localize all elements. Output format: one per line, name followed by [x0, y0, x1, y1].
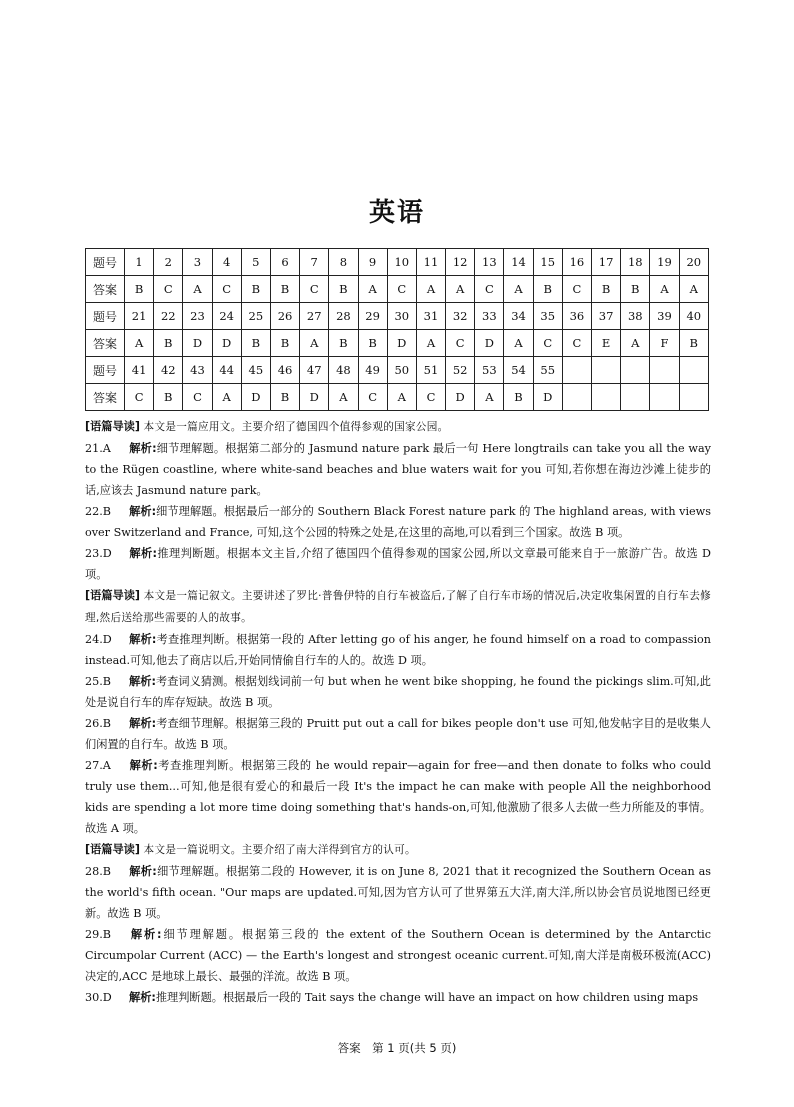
table-cell: B: [270, 276, 299, 303]
table-cell: F: [650, 330, 679, 357]
table-row: [86, 330, 709, 357]
table-cell: 11: [416, 249, 445, 276]
table-cell: 41: [125, 357, 154, 384]
table-cell: 52: [446, 357, 475, 384]
table-cell: C: [533, 330, 562, 357]
table-cell: A: [416, 330, 445, 357]
table-cell: 51: [416, 357, 445, 384]
table-cell: 21: [125, 303, 154, 330]
table-row: [86, 303, 709, 330]
page-title: 英语: [368, 198, 425, 228]
table-cell: A: [183, 276, 212, 303]
table-cell: E: [592, 330, 621, 357]
row-header: 题号: [86, 249, 125, 276]
table-cell: 26: [270, 303, 299, 330]
answer-22: 22.B 解析:细节理解题。根据最后一部分的 Southern Black Forest nature park 的 The highland areas, with views over Switzerland and France, 可知,这个公园的特殊之处是,在这里的高地,可以看到三个国家。故选 B 项。: [85, 505, 711, 539]
table-cell: C: [562, 330, 591, 357]
table-cell: [621, 384, 650, 411]
table-cell: [562, 357, 591, 384]
answer-23: 23.D 解析:推理判断题。根据本文主旨,介绍了德国四个值得参观的国家公园,所以文章最可能来自于一旅游广告。故选 D 项。: [85, 547, 711, 581]
table-cell: 36: [562, 303, 591, 330]
table-cell: B: [329, 330, 358, 357]
table-cell: D: [241, 384, 270, 411]
table-cell: A: [329, 384, 358, 411]
table-cell: B: [533, 276, 562, 303]
table-cell: 25: [241, 303, 270, 330]
answer-21: 21.A 解析:细节理解题。根据第二部分的 Jasmund nature park 最后一句 Here longtrails can take you all the way to the Rügen coastline, where white-sand beaches and blue waters wait for you 可知,若你想在海边沙滩上徒步的话,应该去 Jasmund nature park。: [85, 442, 711, 497]
table-cell: 33: [475, 303, 504, 330]
table-row: [86, 249, 709, 276]
table-cell: [650, 357, 679, 384]
table-cell: C: [154, 276, 183, 303]
row-header: 答案: [86, 276, 125, 303]
page-footer: 答案 第 1 页(共 5 页): [337, 1041, 457, 1055]
table-cell: D: [212, 330, 241, 357]
table-cell: A: [416, 276, 445, 303]
answer-26: 26.B 解析:考查细节理解。根据第三段的 Pruitt put out a call for bikes people don't use 可知,他发帖字目的是收集人们闲置的自行车。故选 B 项。: [85, 717, 711, 751]
answer-29: 29.B 解析:细节理解题。根据第三段的 the extent of the Southern Ocean is determined by the Antarctic Circumpolar Current (ACC) — the Earth's longest and strongest oceanic current.可知,南大洋是南极环极流(ACC)决定的,ACC 是地球上最长、最强的洋流。故选 B 项。: [85, 928, 712, 983]
table-cell: 13: [475, 249, 504, 276]
table-cell: 2: [154, 249, 183, 276]
table-cell: 34: [504, 303, 533, 330]
table-cell: 5: [241, 249, 270, 276]
table-cell: 20: [679, 249, 708, 276]
table-cell: A: [212, 384, 241, 411]
table-cell: 22: [154, 303, 183, 330]
table-cell: C: [183, 384, 212, 411]
table-cell: C: [300, 276, 329, 303]
table-cell: D: [387, 330, 416, 357]
table-cell: D: [446, 384, 475, 411]
table-cell: C: [212, 276, 241, 303]
table-cell: A: [446, 276, 475, 303]
table-cell: 55: [533, 357, 562, 384]
table-cell: [650, 384, 679, 411]
table-cell: A: [650, 276, 679, 303]
table-cell: 24: [212, 303, 241, 330]
table-cell: C: [125, 384, 154, 411]
table-cell: 31: [416, 303, 445, 330]
table-cell: 45: [241, 357, 270, 384]
passage-guide-1: [语篇导读] 本文是一篇应用文。主要介绍了德国四个值得参观的国家公园。: [85, 420, 449, 433]
table-cell: 7: [300, 249, 329, 276]
table-cell: 6: [270, 249, 299, 276]
table-cell: A: [475, 384, 504, 411]
table-cell: A: [679, 276, 708, 303]
table-cell: 23: [183, 303, 212, 330]
table-cell: 17: [592, 249, 621, 276]
table-cell: 16: [562, 249, 591, 276]
table-cell: 50: [387, 357, 416, 384]
table-cell: C: [416, 384, 445, 411]
table-cell: 4: [212, 249, 241, 276]
table-cell: C: [387, 276, 416, 303]
table-cell: [621, 357, 650, 384]
row-header: 答案: [86, 384, 125, 411]
table-cell: [679, 357, 708, 384]
table-cell: B: [679, 330, 708, 357]
answer-24: 24.D 解析:考查推理判断。根据第一段的 After letting go of his anger, he found himself on a road to compassion instead.可知,他去了商店以后,开始同情偷自行车的人的。故选 D 项。: [85, 633, 711, 667]
table-cell: A: [300, 330, 329, 357]
table-row: [86, 276, 709, 303]
table-cell: 18: [621, 249, 650, 276]
table-cell: D: [183, 330, 212, 357]
table-cell: D: [300, 384, 329, 411]
table-cell: 49: [358, 357, 387, 384]
row-header: 答案: [86, 330, 125, 357]
table-cell: 27: [300, 303, 329, 330]
answer-30: 30.D 解析:推理判断题。根据最后一段的 Tait says the change will have an impact on how children using maps: [85, 991, 699, 1004]
table-cell: 39: [650, 303, 679, 330]
table-cell: D: [533, 384, 562, 411]
table-cell: B: [504, 384, 533, 411]
table-cell: 44: [212, 357, 241, 384]
passage-guide-2: [语篇导读] 本文是一篇记叙文。主要讲述了罗比·普鲁伊特的自行车被盗后,了解了自行车市场的情况后,决定收集闲置的自行车去修理,然后送给那些需要的人的故事。: [85, 589, 711, 624]
answer-25: 25.B 解析:考查词义猜测。根据划线词前一句 but when he went bike shopping, he found the pickings slim.可知,此处是说自行车的库存短缺。故选 B 项。: [85, 675, 711, 709]
table-cell: 40: [679, 303, 708, 330]
table-cell: A: [125, 330, 154, 357]
table-cell: A: [358, 276, 387, 303]
table-cell: 28: [329, 303, 358, 330]
table-cell: [562, 384, 591, 411]
table-row: [86, 357, 709, 384]
table-cell: B: [125, 276, 154, 303]
table-cell: B: [154, 384, 183, 411]
table-cell: A: [387, 384, 416, 411]
table-cell: 54: [504, 357, 533, 384]
table-cell: A: [504, 330, 533, 357]
table-cell: 35: [533, 303, 562, 330]
table-cell: 3: [183, 249, 212, 276]
table-cell: 37: [592, 303, 621, 330]
table-cell: 15: [533, 249, 562, 276]
table-cell: 9: [358, 249, 387, 276]
table-cell: C: [358, 384, 387, 411]
answer-28: 28.B 解析:细节理解题。根据第二段的 However, it is on June 8, 2021 that it recognized the Southern Ocean as the world's fifth ocean. "Our maps are updated.可知,因为官方认可了世界第五大洋,南大洋,所以协会官员说地图已经更新。故选 B 项。: [85, 865, 711, 920]
table-cell: 29: [358, 303, 387, 330]
table-cell: 30: [387, 303, 416, 330]
table-cell: B: [241, 330, 270, 357]
table-cell: 43: [183, 357, 212, 384]
table-cell: B: [241, 276, 270, 303]
table-cell: 1: [125, 249, 154, 276]
table-cell: B: [270, 330, 299, 357]
table-cell: B: [154, 330, 183, 357]
table-row: [86, 384, 709, 411]
row-header: 题号: [86, 357, 125, 384]
table-cell: 32: [446, 303, 475, 330]
table-cell: 19: [650, 249, 679, 276]
table-cell: C: [562, 276, 591, 303]
table-cell: 47: [300, 357, 329, 384]
table-cell: B: [592, 276, 621, 303]
answer-27: 27.A 解析:考查推理判断。根据第三段的 he would repair—again for free—and then donate to folks who could truly use them...可知,他是很有爱心的和最后一段 It's the impact he can make with people All the neighborhood kids are spending a lot more time doing something that's hands-on,可知,他激励了很多人去做一些力所能及的事情。故选 A 项。: [85, 759, 711, 835]
table-cell: [592, 384, 621, 411]
table-cell: 12: [446, 249, 475, 276]
table-cell: 14: [504, 249, 533, 276]
table-cell: B: [621, 276, 650, 303]
table-cell: A: [621, 330, 650, 357]
table-cell: 48: [329, 357, 358, 384]
table-cell: 42: [154, 357, 183, 384]
table-cell: 46: [270, 357, 299, 384]
table-cell: B: [270, 384, 299, 411]
table-cell: 38: [621, 303, 650, 330]
answer-table: [85, 248, 709, 411]
table-cell: 10: [387, 249, 416, 276]
table-cell: 53: [475, 357, 504, 384]
table-cell: B: [358, 330, 387, 357]
explanations: [85, 416, 711, 1008]
table-cell: 8: [329, 249, 358, 276]
table-cell: B: [329, 276, 358, 303]
table-cell: C: [475, 276, 504, 303]
table-cell: A: [504, 276, 533, 303]
table-cell: [679, 384, 708, 411]
passage-guide-3: [语篇导读] 本文是一篇说明文。主要介绍了南大洋得到官方的认可。: [85, 843, 416, 856]
table-cell: D: [475, 330, 504, 357]
row-header: 题号: [86, 303, 125, 330]
table-cell: [592, 357, 621, 384]
table-cell: C: [446, 330, 475, 357]
